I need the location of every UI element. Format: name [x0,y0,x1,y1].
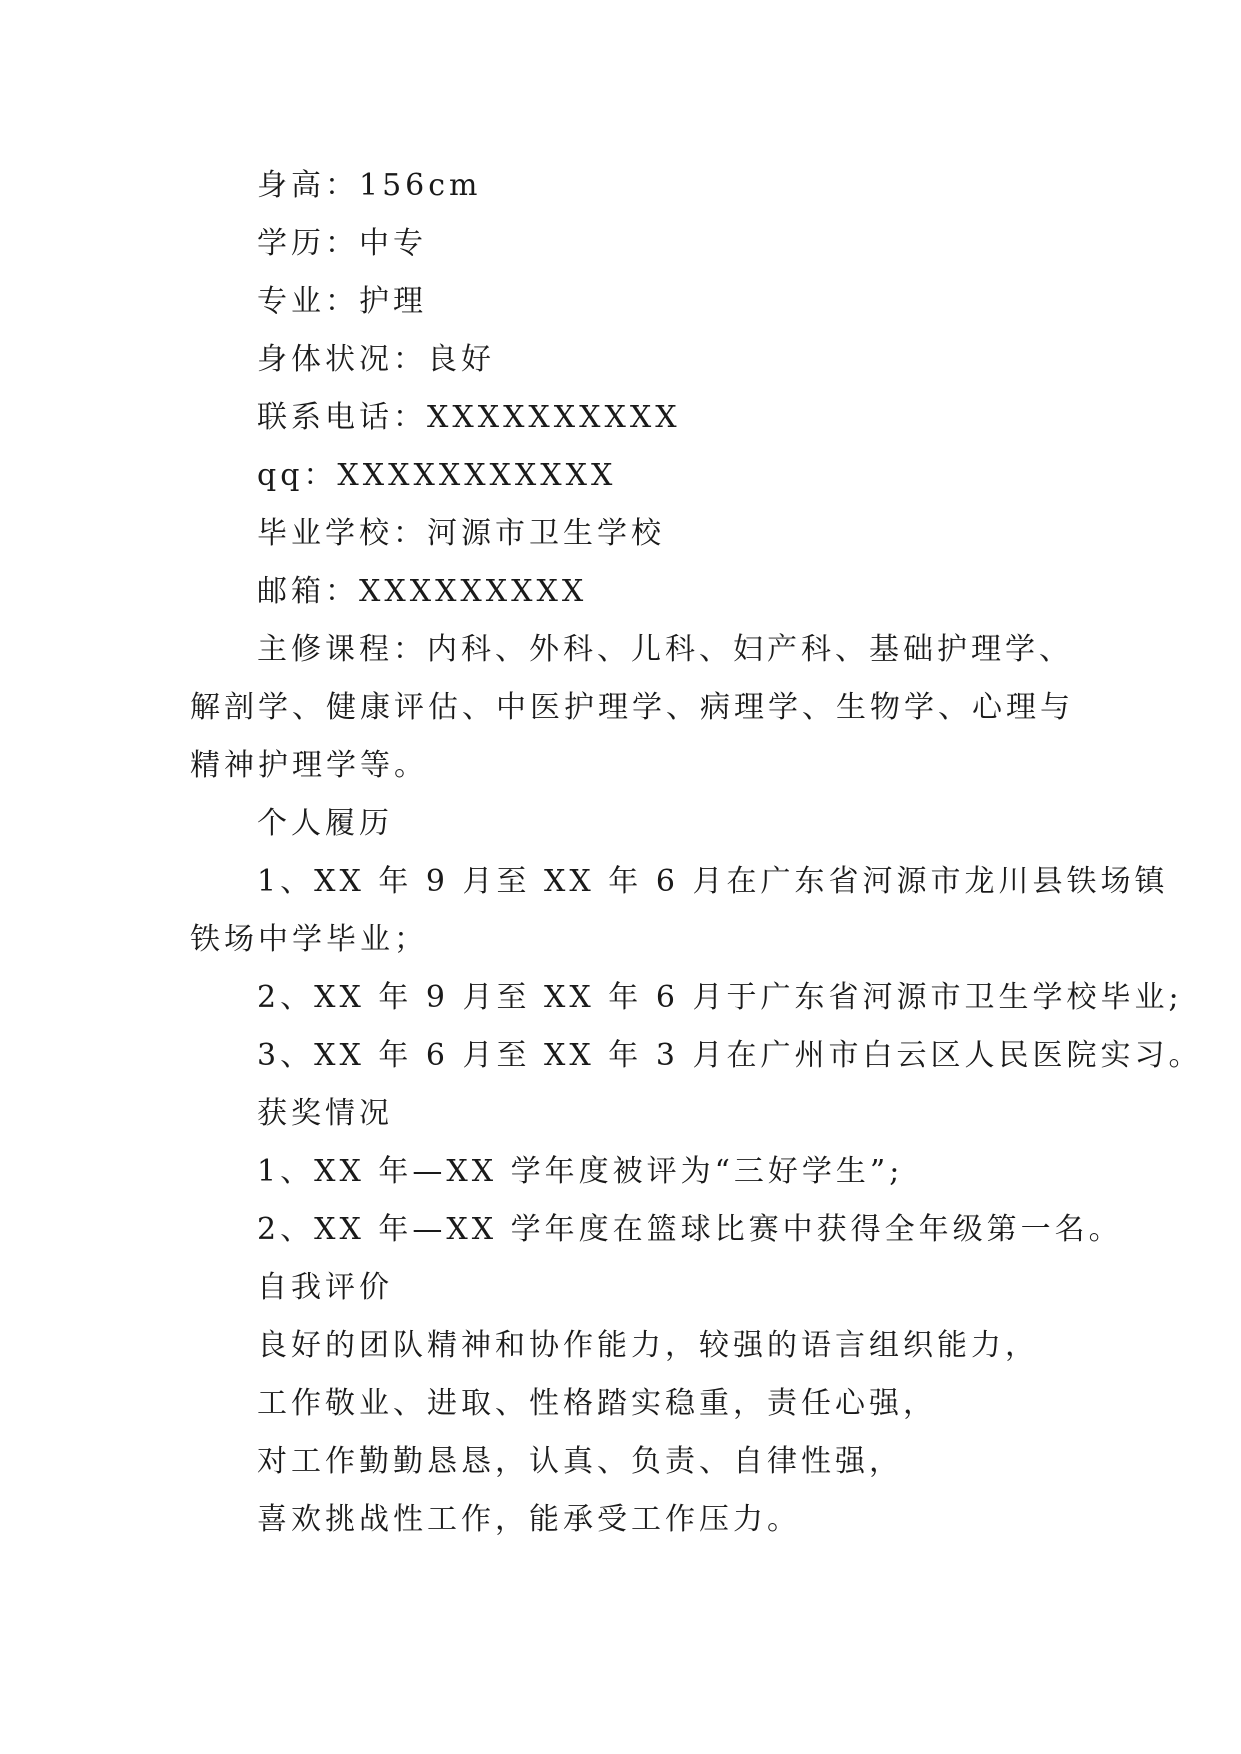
resume-item-1-cont: 铁场中学毕业； [190,922,428,957]
education-line: 学历：中专 [257,226,427,261]
resume-item-2: 2、XX 年 9 月至 XX 年 6 月于广东省河源市卫生学校毕业; [257,980,1183,1015]
self-eval-line-4: 喜欢挑战性工作，能承受工作压力。 [257,1502,801,1537]
courses-line-3: 精神护理学等。 [190,748,428,783]
award-item-1: 1、XX 年—XX 学年度被评为“三好学生”; [257,1154,904,1189]
health-line: 身体状况：良好 [257,342,495,377]
height-line: 身高：156cm [257,168,482,203]
self-eval-line-2: 工作敬业、进取、性格踏实稳重，责任心强， [257,1386,937,1421]
major-line: 专业：护理 [257,284,427,319]
resume-heading: 个人履历 [257,806,393,841]
resume-item-1: 1、XX 年 9 月至 XX 年 6 月在广东省河源市龙川县铁场镇 [257,864,1169,899]
courses-line-2: 解剖学、健康评估、中医护理学、病理学、生物学、心理与 [190,690,1074,725]
awards-heading: 获奖情况 [257,1096,393,1131]
self-eval-line-3: 对工作勤勤恳恳，认真、负责、自律性强， [257,1444,903,1479]
award-item-2: 2、XX 年—XX 学年度在篮球比赛中获得全年级第一名。 [257,1212,1123,1247]
qq-line: qq：XXXXXXXXXXX [257,458,617,493]
self-eval-line-1: 良好的团队精神和协作能力，较强的语言组织能力， [257,1328,1039,1363]
email-line: 邮箱：XXXXXXXXX [257,574,588,609]
courses-line-1: 主修课程：内科、外科、儿科、妇产科、基础护理学、 [257,632,1073,667]
resume-item-3: 3、XX 年 6 月至 XX 年 3 月在广州市白云区人民医院实习。 [257,1038,1203,1073]
phone-line: 联系电话：XXXXXXXXXX [257,400,681,435]
self-eval-heading: 自我评价 [257,1270,393,1305]
school-line: 毕业学校：河源市卫生学校 [257,516,665,551]
